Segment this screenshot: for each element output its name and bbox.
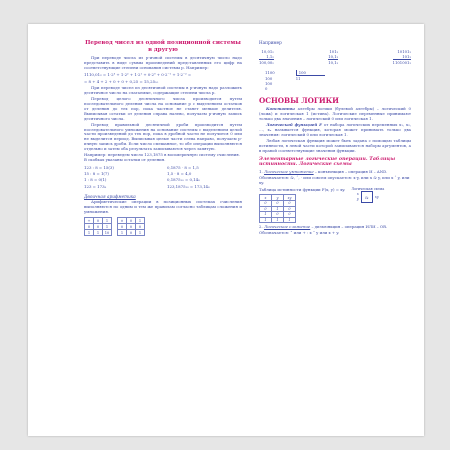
table-cell: 1 — [136, 230, 145, 236]
truth-section — [259, 187, 411, 223]
calc-item: 123 : 8 = 15(3) — [84, 164, 114, 170]
item-number: 2. — [259, 224, 263, 230]
paragraph-integer-conversion: Перевод целого десятичного числа производится путем последовательного деления числа на основание p с выделением остатков от деления до тех пор, пока частное не станет меньше делителя. Выписывая остатки от деления справа налево, получаем p-ичную запись десятичного числа. — [84, 96, 242, 121]
calc-item: 1,5 · 8 = 4,0 — [167, 171, 192, 177]
table-cell: × — [118, 218, 127, 224]
table-cell: 10 — [103, 230, 112, 236]
table-cell: 0 — [272, 200, 284, 206]
item-text: – дизъюнкция – операция ИЛИ – OR. — [310, 224, 388, 230]
gate-input-x: x — [356, 192, 359, 197]
quotient: 11 — [295, 75, 301, 81]
logic-scheme — [351, 187, 384, 203]
gate-input-y: y — [356, 197, 359, 202]
paragraph-binary-arithmetic: Арифметические операции в позиционных системах счисления выполняются по одним и тем же правилам согласно таблицам сложения и умножения. — [84, 198, 242, 214]
definition-constants: алгебры логики (булевой алгебры) – логический 0 (ложь) и логическая 1 (истина). Логические переменные принимают только два значения – логический 0 или логическая 1. — [259, 106, 411, 122]
divisor: 100 — [296, 70, 325, 76]
table-cell: 0 — [260, 206, 272, 212]
addition-table — [84, 217, 112, 236]
operand: 10101₂ — [397, 49, 411, 54]
item-number: 1. — [259, 168, 263, 174]
table-cell: 0 — [85, 224, 94, 230]
operand: 1,1₂ — [266, 54, 274, 60]
table-cell: 0 — [284, 206, 296, 212]
section-title-logic: ОСНОВЫ ЛОГИКИ — [259, 96, 339, 106]
binary-multiplication — [393, 49, 411, 66]
term-conjunction: Логическое умножение — [263, 168, 314, 174]
paragraph-example-intro: Например: переведем число 123,1875 в восьмеричную систему счисления. В скобках указаны остатки от деления. — [84, 152, 240, 162]
table-cell: x — [260, 195, 272, 201]
term-disjunction: Логическое сложение — [263, 224, 311, 230]
table-cell: 1 — [85, 230, 94, 236]
section-title-conversion: Перевод чисел из одной позиционной системы в другую — [85, 40, 241, 53]
subheading-binary-arithmetic: Двоичная арифметика — [84, 193, 136, 199]
truth-table-caption: Таблица истинности функции F(x, y) = xy. — [259, 187, 346, 193]
binary-operations — [259, 49, 411, 66]
and-gate — [357, 191, 379, 203]
table-cell: 0 — [136, 224, 145, 230]
notation-and: Обозначается: &, ˆ, · или совсем опускается: x·y, или x & y, или x ˆ y, или xy. — [259, 174, 410, 185]
paragraph-p-to-decimal: При переводе числа из p-ичной системы в десятичную число надо представить в виде суммы произведений представленных его цифр на соответствующие степени основания системы p. Например: — [84, 55, 242, 70]
result: 10,1₂ — [328, 60, 339, 66]
arithmetic-tables — [84, 217, 242, 236]
table-cell: 1 — [284, 217, 296, 223]
table-cell: 0 — [284, 212, 296, 218]
binary-subtraction — [328, 49, 338, 66]
calc-item: 0,1875 · 8 = 1,5 — [167, 164, 199, 170]
table-cell: 0 — [94, 218, 103, 224]
calc-item: 123 = 173₈ — [84, 183, 107, 189]
example-label: Например — [259, 40, 282, 45]
subtitle-logic-operations: Элементарные логические операции. Таблицы истинности. Логические схемы — [259, 155, 396, 168]
calc-item: 1 : 8 = 0(1) — [84, 177, 107, 183]
table-cell: 1 — [94, 230, 103, 236]
formula-line-1: 1110,01₂ = 1·2³ + 1·2² + 1·2¹ + 0·2⁰ + 0·2⁻¹ + 1·2⁻² = — [84, 71, 192, 77]
calc-item: 123,1875₁₀ = 173,14₈ — [167, 183, 210, 189]
multiplication-table — [117, 217, 145, 236]
calculation-grid — [84, 165, 242, 190]
paragraph-constants — [259, 107, 411, 122]
table-cell: 0 — [118, 224, 127, 230]
and-gate-symbol: & — [361, 191, 373, 203]
truth-table — [259, 194, 296, 223]
table-cell: y — [272, 195, 284, 201]
table-cell: 1 — [103, 218, 112, 224]
calc-item: 0,1875₁₀ = 0,14₈ — [167, 177, 200, 183]
term-constants: Константы — [266, 106, 295, 112]
table-cell: 0 — [127, 218, 136, 224]
item-text: – конъюнкция – операция И – AND. — [313, 168, 388, 174]
partial: 100 — [265, 81, 273, 87]
operand: 101₂ — [402, 54, 411, 60]
table-cell: 1 — [260, 212, 272, 218]
truth-table-block — [259, 187, 345, 223]
table-cell: 1 — [118, 230, 127, 236]
list-item-and — [259, 170, 411, 175]
left-column — [84, 40, 242, 236]
notation-or: Обозначается: ˅ или + : x ˅ y или x + y. — [259, 230, 340, 236]
calc-item: 15 : 8 = 1(7) — [84, 171, 109, 177]
partial: 100 — [265, 75, 273, 81]
gate-output: xy — [374, 195, 379, 200]
table-cell: 1 — [272, 217, 284, 223]
table-cell: 0 — [260, 200, 272, 206]
paragraph-logic-function — [259, 123, 411, 138]
right-column — [259, 40, 411, 237]
scheme-caption: Логическая схема — [351, 187, 385, 192]
table-cell: 1 — [136, 218, 145, 224]
table-cell: 0 — [127, 224, 136, 230]
table-cell: + — [85, 218, 94, 224]
table-cell: 0 — [127, 230, 136, 236]
term-logic-function: Логической функцией F — [266, 122, 322, 128]
table-cell: 0 — [284, 200, 296, 206]
table-cell: 0 — [94, 224, 103, 230]
operand: 10,01₂ — [261, 49, 274, 54]
operand: 101₂ — [329, 49, 339, 54]
formula-line-2: = 8 + 4 + 2 + 0 + 0 + 0,25 = 15,25₁₀ — [84, 79, 159, 85]
paragraph-truth-tables: Любая логическая функция может быть задана с помощью таблицы истинности, в левой части которой записываются наборы аргументов, а в правой соответствующие значения функции. — [259, 137, 411, 153]
table-cell: 0 — [272, 212, 284, 218]
binary-addition — [259, 49, 274, 66]
table-cell: 1 — [272, 206, 284, 212]
remainder: 0 — [265, 86, 268, 92]
definition-logic-function: от набора логических переменных x₁, x₂, …, xₙ называется функция, которая может принимать только два значения: логический 0 или логическая 1. — [259, 122, 411, 137]
book-page — [28, 24, 424, 436]
dividend: 1100 — [265, 69, 275, 75]
binary-division — [265, 70, 325, 92]
result: 100,00₂ — [259, 60, 274, 66]
result: 1101001₂ — [392, 60, 411, 66]
gate-inputs — [357, 192, 359, 202]
paragraph-decimal-to-p: При переводе чисел из десятичной системы в p-ичную надо разложить десятичное число на слагаемые, содержащие степени числа p. — [84, 85, 242, 96]
operand: 10,1₂ — [328, 54, 339, 60]
table-cell: 1 — [260, 217, 272, 223]
table-cell: 1 — [103, 224, 112, 230]
table-cell: xy — [284, 195, 296, 201]
paragraph-fraction-conversion: Перевод правильной десятичной дроби производится путем последовательного умножения на основание системы с выделением целой части произведений до тех пор, пока в дробной части не получится 0 или не выделится период. Выписывая целые части слева направо, получаем p-ичную запись дроби. Если число смешанное, то обе операции выполняются отдельно и затем оба результата записываются через запятую. — [84, 121, 242, 152]
